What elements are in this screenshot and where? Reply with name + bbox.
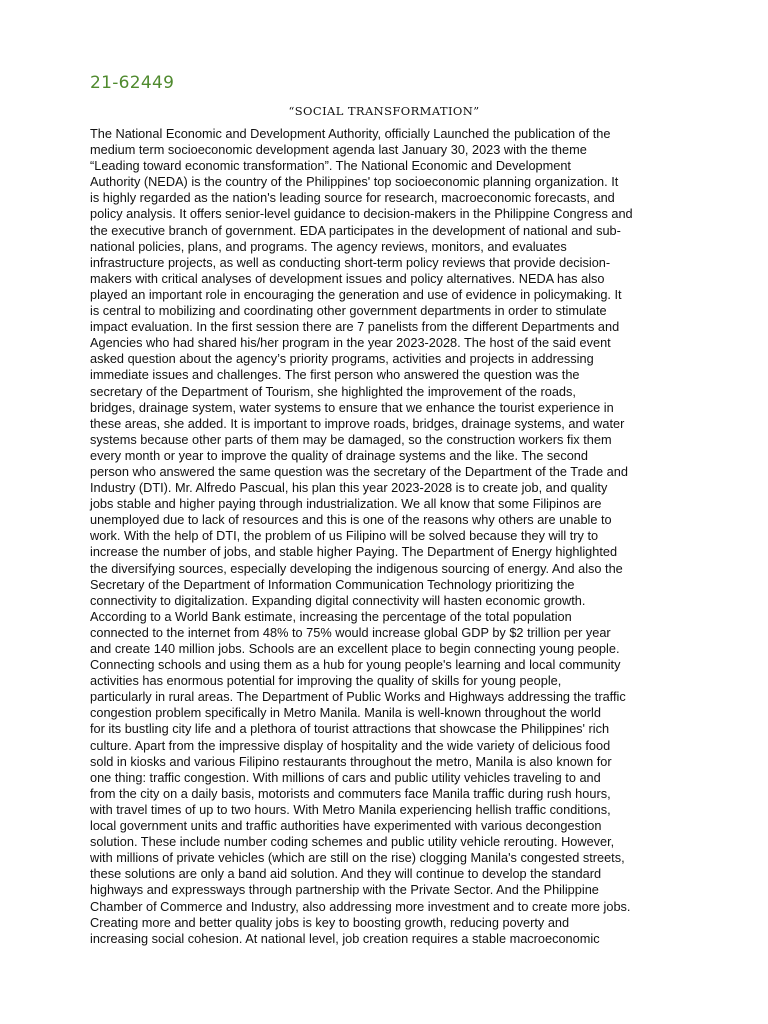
body-line: the executive branch of government. EDA participates in the development of national and sub-: [90, 222, 621, 238]
body-line: Agencies who had shared his/her program in the year 2023-2028. The host of the said event: [90, 335, 611, 351]
body-line: Secretary of the Department of Information Communication Technology prioritizing the: [90, 576, 575, 592]
body-line: connectivity to digitalization. Expanding digital connectivity will hasten economic growth.: [90, 592, 586, 608]
body-line: increasing social cohesion. At national level, job creation requires a stable macroeconomic: [90, 930, 600, 946]
body-line: medium term socioeconomic development agenda last January 30, 2023 with the theme: [90, 142, 587, 158]
body-line: for its bustling city life and a plethora of tourist attractions that showcase the Philippines' rich: [90, 721, 610, 737]
body-line: played an important role in encouraging the generation and use of evidence in policymaking. It: [90, 286, 622, 302]
body-line: Connecting schools and using them as a hub for young people's learning and local community: [90, 657, 621, 673]
body-line: person who answered the same question was the secretary of the Department of the Trade and: [90, 463, 628, 479]
body-line: from the city on a daily basis, motorists and commuters face Manila traffic during rush hours,: [90, 785, 611, 801]
document-number: 21-62449: [90, 73, 175, 93]
body-line: bridges, drainage system, water systems to ensure that we enhance the tourist experience in: [90, 399, 614, 415]
body-line: work. With the help of DTI, the problem of us Filipino will be solved because they will try to: [90, 528, 599, 544]
body-line: Creating more and better quality jobs is key to boosting growth, reducing poverty and: [90, 914, 570, 930]
body-line: solution. These include number coding schemes and public utility vehicle rerouting. However,: [90, 834, 615, 850]
body-line: makers with critical analyses of development issues and policy alternatives. NEDA has also: [90, 270, 605, 286]
body-line: “Leading toward economic transformation”. The National Economic and Development: [90, 158, 571, 174]
body-line: systems because other parts of them may be damaged, so the construction workers fix them: [90, 431, 612, 447]
body-line: these solutions are only a band aid solution. And they will continue to develop the standard: [90, 866, 602, 882]
body-line: activities has enormous potential for improving the quality of skills for young people,: [90, 673, 562, 689]
body-line: The National Economic and Development Authority, officially Launched the publication of the: [90, 126, 611, 141]
body-line: and create 140 million jobs. Schools are an excellent place to begin connecting young people.: [90, 641, 620, 656]
body-line: Authority (NEDA) is the country of the Philippines' top socioeconomic planning organization. It: [90, 174, 619, 190]
body-line: congestion problem specifically in Metro Manila. Manila is well-known throughout the world: [90, 705, 601, 721]
body-line: local government units and traffic authorities have experimented with various decongestion: [90, 818, 602, 834]
body-paragraph: [90, 126, 690, 947]
body-line: secretary of the Department of Tourism, she highlighted the improvement of the roads,: [90, 383, 576, 399]
body-line: national policies, plans, and programs. The agency reviews, monitors, and evaluates: [90, 238, 567, 254]
body-line: with millions of private vehicles (which are still on the rise) clogging Manila's congested streets,: [90, 850, 625, 866]
document-title: “SOCIAL TRANSFORMATION”: [288, 104, 480, 118]
body-line: one thing: traffic congestion. With millions of cars and public utility vehicles traveling to and: [90, 769, 601, 785]
body-line: According to a World Bank estimate, increasing the percentage of the total population: [90, 608, 572, 624]
body-line: every month or year to improve the quality of drainage systems and the like. The second: [90, 447, 588, 463]
body-line: increase the number of jobs, and stable higher Paying. The Department of Energy highlighted: [90, 544, 618, 560]
body-line: asked question about the agency’s priority programs, activities and projects in addressing: [90, 351, 594, 367]
body-line: is highly regarded as the nation's leading source for research, macroeconomic forecasts, and: [90, 190, 615, 206]
body-line: policy analysis. It offers senior-level guidance to decision-makers in the Philippine Congress and: [90, 206, 633, 222]
body-line: unemployed due to lack of resources and this is one of the reasons why others are unable to: [90, 512, 612, 528]
body-line: the diversifying sources, especially developing the indigenous sourcing of energy. And also the: [90, 560, 623, 576]
body-line: these areas, she added. It is important to improve roads, bridges, drainage systems, and water: [90, 415, 625, 431]
body-line: connected to the internet from 48% to 75% would increase global GDP by $2 trillion per year: [90, 624, 611, 640]
body-line: Chamber of Commerce and Industry, also addressing more investment and to create more jobs.: [90, 898, 631, 914]
body-line: with travel times of up to two hours. With Metro Manila experiencing hellish traffic conditions,: [90, 801, 611, 817]
body-line: immediate issues and challenges. The first person who answered the question was the: [90, 367, 580, 383]
body-line: impact evaluation. In the first session there are 7 panelists from the different Departments and: [90, 319, 620, 335]
body-line: jobs stable and higher paying through industrialization. We all know that some Filipinos are: [90, 496, 602, 512]
body-line: particularly in rural areas. The Department of Public Works and Highways addressing the traffic: [90, 689, 626, 705]
body-line: infrastructure projects, as well as conducting short-term policy reviews that provide decision-: [90, 254, 611, 270]
body-line: sold in kiosks and various Filipino restaurants throughout the metro, Manila is also known for: [90, 753, 612, 769]
body-line: culture. Apart from the impressive display of hospitality and the wide variety of delicious food: [90, 737, 611, 753]
body-line: highways and expressways through partnership with the Private Sector. And the Philippine: [90, 882, 599, 898]
body-line: Industry (DTI). Mr. Alfredo Pascual, his plan this year 2023-2028 is to create job, and quality: [90, 480, 608, 496]
body-line: is central to mobilizing and coordinating other government departments in order to stimulate: [90, 303, 607, 319]
